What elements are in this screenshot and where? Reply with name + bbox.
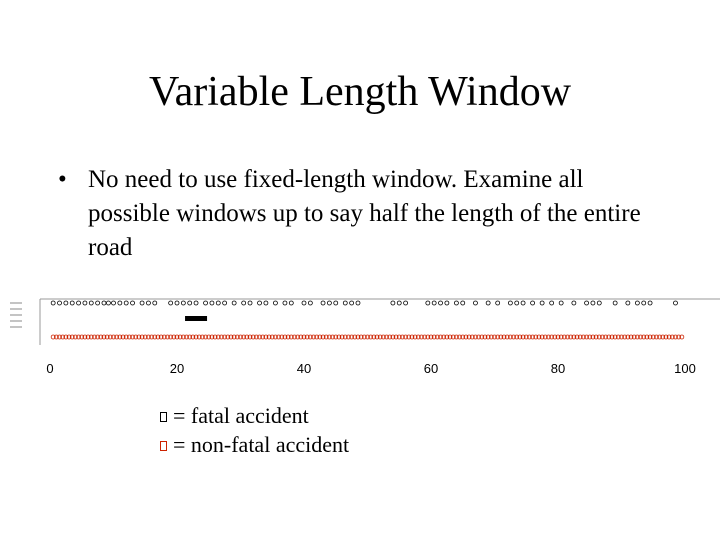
x-tick-label: 0 (46, 361, 54, 376)
fatal-accident-point (131, 301, 135, 305)
fatal-accident-point (302, 301, 306, 305)
fatal-accident-point (106, 301, 110, 305)
accident-plot (0, 285, 720, 385)
fatal-accident-point (496, 301, 500, 305)
x-tick-label: 60 (423, 361, 439, 376)
fatal-accident-point (289, 301, 293, 305)
fatal-accident-point (210, 301, 214, 305)
fatal-accident-point (515, 301, 519, 305)
fatal-accident-point (426, 301, 430, 305)
fatal-accident-point (642, 301, 646, 305)
window-marker (185, 316, 207, 321)
fatal-accident-point (153, 301, 157, 305)
fatal-accident-point (51, 301, 55, 305)
fatal-accident-point (216, 301, 220, 305)
fatal-accident-point (112, 301, 116, 305)
fatal-accident-point (140, 301, 144, 305)
fatal-accident-point (77, 301, 81, 305)
fatal-accident-point (397, 301, 401, 305)
fatal-accident-point (597, 301, 601, 305)
fatal-accident-point (454, 301, 458, 305)
x-tick-label: 40 (296, 361, 312, 376)
fatal-swatch-icon (160, 412, 167, 422)
fatal-accident-point (169, 301, 173, 305)
fatal-accident-point (648, 301, 652, 305)
fatal-accident-point (559, 301, 563, 305)
fatal-accident-point (273, 301, 277, 305)
fatal-accident-point (445, 301, 449, 305)
fatal-accident-point (550, 301, 554, 305)
fatal-accident-point (124, 301, 128, 305)
fatal-accident-point (308, 301, 312, 305)
fatal-accident-point (356, 301, 360, 305)
fatal-accident-point (508, 301, 512, 305)
fatal-accident-point (181, 301, 185, 305)
bullet-marker: • (58, 166, 67, 193)
fatal-accident-point (613, 301, 617, 305)
legend-fatal-label: = fatal accident (173, 403, 309, 428)
x-tick-label: 100 (674, 361, 696, 376)
bullet-text: No need to use fixed-length window. Examine all possible windows up to say half the length of the entire road (88, 166, 641, 261)
fatal-accident-point (146, 301, 150, 305)
fatal-accident-point (591, 301, 595, 305)
legend-nonfatal (160, 432, 349, 458)
x-tick-label: 20 (169, 361, 185, 376)
fatal-accident-point (89, 301, 93, 305)
fatal-accident-point (540, 301, 544, 305)
slide-title: Variable Length Window (148, 69, 572, 115)
fatal-accident-point (258, 301, 262, 305)
fatal-accident-point (96, 301, 100, 305)
fatal-accident-point (473, 301, 477, 305)
fatal-accident-point (283, 301, 287, 305)
fatal-accident-point (486, 301, 490, 305)
fatal-accident-point (673, 301, 677, 305)
legend-nonfatal-label: = non-fatal accident (173, 432, 350, 457)
fatal-accident-point (102, 301, 106, 305)
fatal-accident-point (327, 301, 331, 305)
fatal-accident-point (461, 301, 465, 305)
nonfatal-swatch-icon (160, 441, 167, 451)
fatal-accident-point (175, 301, 179, 305)
fatal-accident-point (343, 301, 347, 305)
fatal-accident-point (64, 301, 68, 305)
x-tick-label: 80 (550, 361, 566, 376)
fatal-accident-point (248, 301, 252, 305)
fatal-accident-point (194, 301, 198, 305)
legend-fatal (160, 403, 309, 429)
fatal-accident-point (188, 301, 192, 305)
fatal-accident-point (626, 301, 630, 305)
fatal-accident-point (521, 301, 525, 305)
fatal-accident-point (350, 301, 354, 305)
fatal-accident-point (204, 301, 208, 305)
fatal-accident-point (439, 301, 443, 305)
fatal-accident-point (58, 301, 62, 305)
fatal-accident-point (83, 301, 87, 305)
fatal-accident-point (585, 301, 589, 305)
fatal-accident-point (572, 301, 576, 305)
fatal-accident-point (404, 301, 408, 305)
fatal-accident-point (334, 301, 338, 305)
fatal-accident-point (391, 301, 395, 305)
fatal-accident-point (232, 301, 236, 305)
fatal-accident-point (118, 301, 122, 305)
fatal-accident-point (264, 301, 268, 305)
fatal-accident-point (432, 301, 436, 305)
fatal-accident-point (635, 301, 639, 305)
fatal-accident-point (242, 301, 246, 305)
fatal-accident-point (223, 301, 227, 305)
fatal-accident-point (321, 301, 325, 305)
fatal-accident-point (70, 301, 74, 305)
fatal-accident-point (531, 301, 535, 305)
